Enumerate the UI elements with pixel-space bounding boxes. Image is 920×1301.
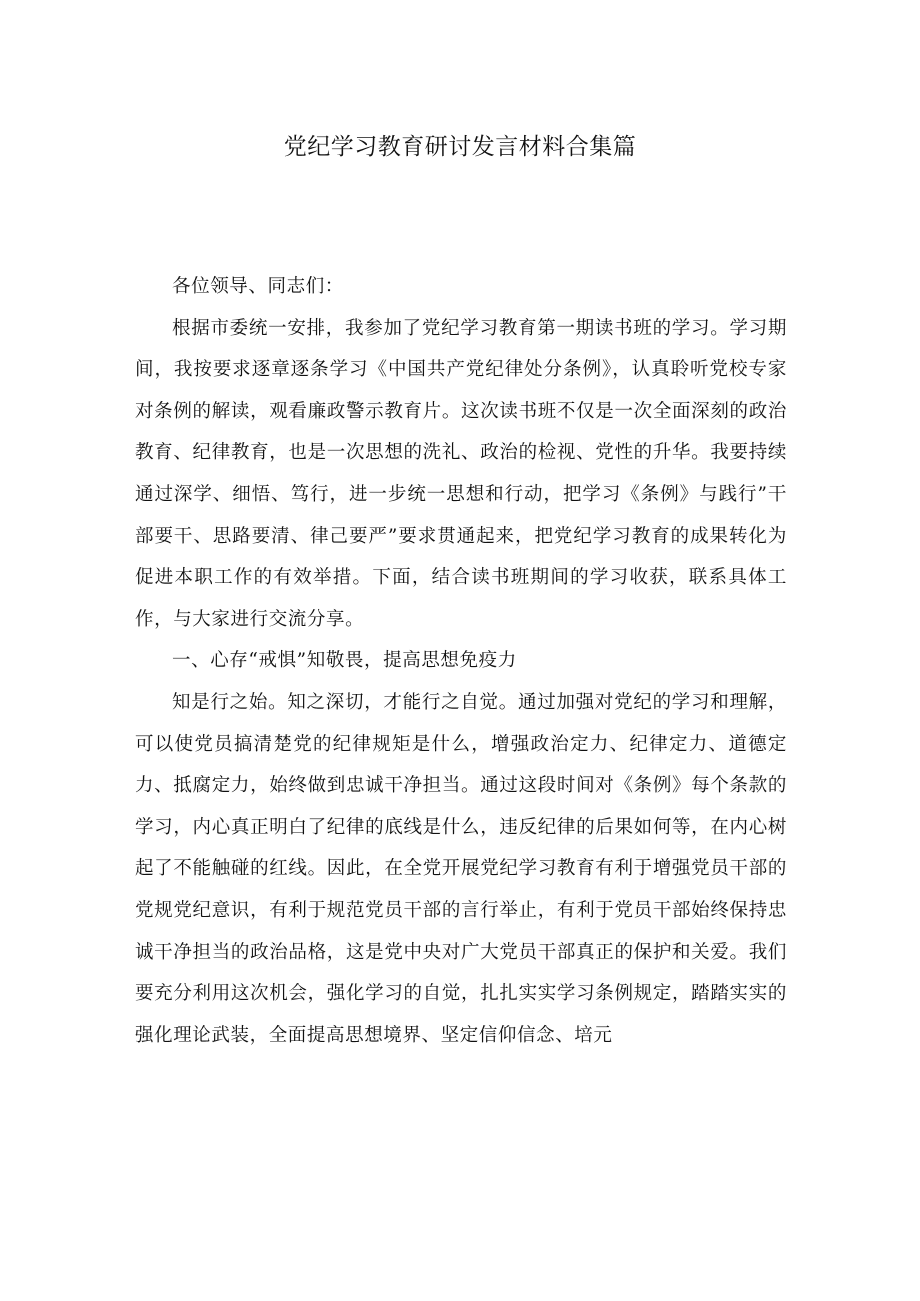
section-paragraph: 知是行之始。知之深切，才能行之自觉。通过加强对党纪的学习和理解，可以使党员搞清楚党的纪律规矩是什么，增强政治定力、纪律定力、道德定力、抵腐定力，始终做到忠诚干净担当。通过这段时间对《条例》每个条款的学习，内心真正明白了纪律的底线是什么，违反纪律的后果如何等，在内心树起了不能触碰的红线。因此，在全党开展党纪学习教育有利于增强党员干部的党规党纪意识，有利于规范党员干部的言行举止，有利于党员干部始终保持忠诚干净担当的政治品格，这是党中央对广大党员干部真正的保护和关爱。我们要充分利用这次机会，强化学习的自觉，扎扎实实学习条例规定，踏踏实实的强化理论武装，全面提高思想境界、坚定信仰信念、培元 [135,691,787,1046]
document-body [135,266,787,1056]
salutation: 各位领导、同志们： [172,276,344,297]
section-heading: 一、心存“戒惧”知敬畏，提高思想免疫力 [172,650,517,672]
document-title: 党纪学习教育研讨发言材料合集篇 [283,134,637,160]
intro-paragraph: 根据市委统一安排，我参加了党纪学习教育第一期读书班的学习。学习期间，我按要求逐章逐条学习《中国共产党纪律处分条例》，认真聆听党校专家对条例的解读，观看廉政警示教育片。这次读书班不仅是一次全面深刻的政治教育、纪律教育，也是一次思想的洗礼、政治的检视、党性的升华。我要持续通过深学、细悟、笃行，进一步统一思想和行动，把学习《条例》与践行”干部要干、思路要清、律己要严”要求贯通起来，把党纪学习教育的成果转化为促进本职工作的有效举措。下面，结合读书班期间的学习收获，联系具体工作，与大家进行交流分享。 [135,317,787,630]
